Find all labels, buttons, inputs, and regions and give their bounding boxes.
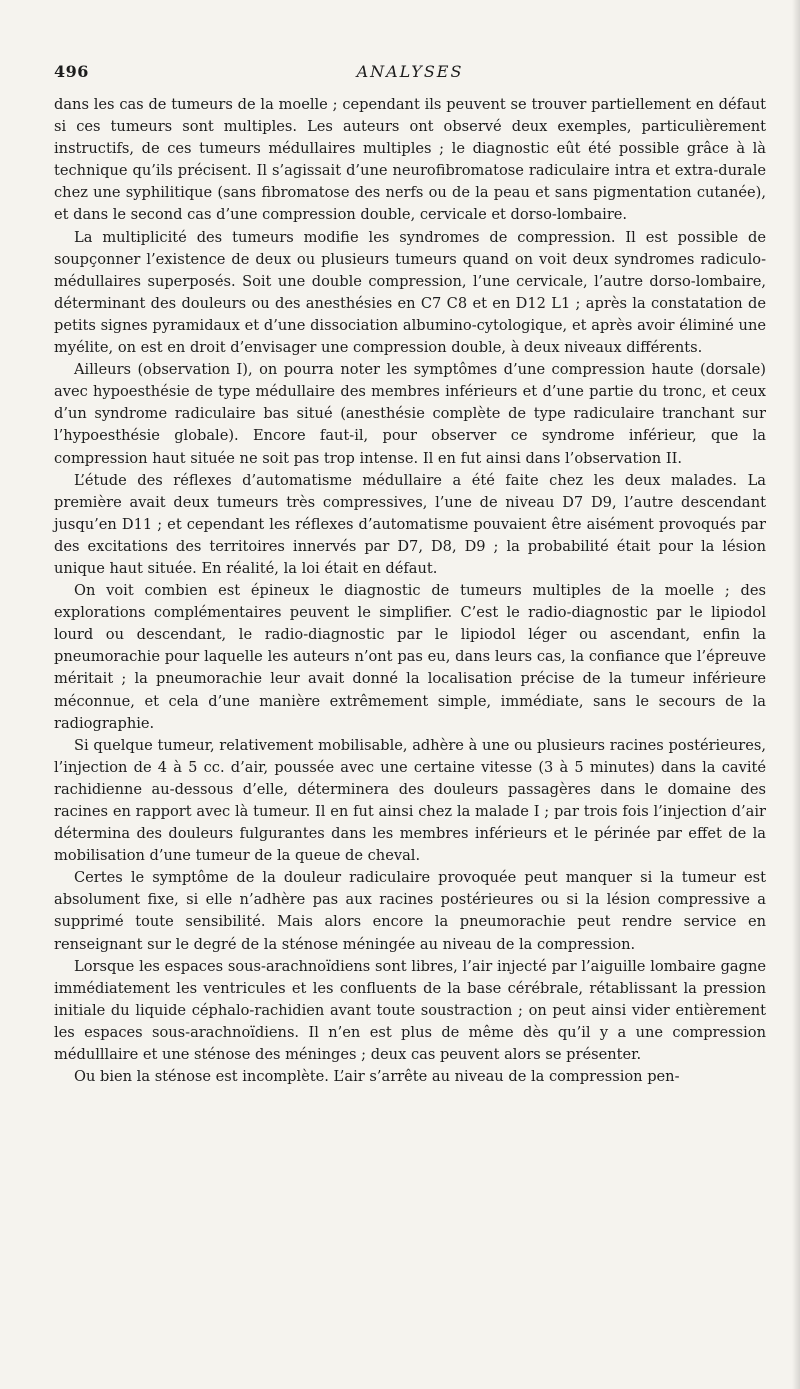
paragraph-8: Lorsque les espaces sous-arachnoïdiens sont libres, l’air injecté par l’aiguille lombaire gagne immédiatement les ventricules et les confluents de la base cérébrale, rétablissant la pression initiale du liquide céphalo-rachidien avant toute soustraction ; on peut ainsi vider entièrement les espaces sous-arachnoïdiens. Il n’en est plus de même dès qu’il y a une compression médulllaire et une sténose des méninges ; deux cas peuvent alors se présenter. <box>54 957 766 1064</box>
page-edge-shadow <box>792 0 800 1389</box>
paragraph-6: Si quelque tumeur, relativement mobilisable, adhère à une ou plusieurs racines postérieures, l’injection de 4 à 5 cc. d’air, poussée avec une certaine vitesse (3 à 5 minutes) dans la cavité rachidienne au-dessous d’elle, déterminera des douleurs passagères dans le domaine des racines en rapport avec là tumeur. Il en fut ainsi chez la malade I ; par trois fois l’injection d’air détermina des douleurs fulgurantes dans les membres inférieurs et le périnée par effet de la mobilisation d’une tumeur de la queue de cheval. <box>54 736 766 865</box>
paragraph-5: On voit combien est épineux le diagnostic de tumeurs multiples de la moelle ; des explorations complémentaires peuvent le simplifier. C’est le radio-diagnostic par le lipiodol lourd ou descendant, le radio-diagnostic par le lipiodol léger ou ascendant, enfin la pneumorachie pour laquelle les auteurs n’ont pas eu, dans leurs cas, la confiance que l’épreuve méritait ; la pneumorachie leur avait donné la localisation précise de la tumeur inférieure méconnue, et cela d’une manière extrêmement simple, immédiate, sans le secours de la radiographie. <box>54 582 766 732</box>
body-text <box>54 94 766 1088</box>
running-head: ANALYSES <box>356 62 464 81</box>
paragraph-2: La multiplicité des tumeurs modifie les syndromes de compression. Il est possible de soupçonner l’existence de deux ou plusieurs tumeurs quand on voit deux syndromes radiculo-médullaires superposés. Soit une double compression, l’une cervicale, l’autre dorso-lombaire, déterminant des douleurs ou des anesthésies en C7 C8 et en D12 L1 ; après la constatation de petits signes pyramidaux et d’une dissociation albumino-cytologique, et après avoir éliminé une myélite, on est en droit d’envisager une compression double, à deux niveaux différents. <box>54 228 766 357</box>
paragraph-4: L’étude des réflexes d’automatisme médullaire a été faite chez les deux malades. La première avait deux tumeurs très compressives, l’une de niveau D7 D9, l’autre descendant jusqu’en D11 ; et cependant les réflexes d’automatisme pouvaient être aisément provoqués par des excitations des territoires innervés par D7, D8, D9 ; la probabilité était pour la lésion unique haut située. En réalité, la loi était en défaut. <box>54 471 766 577</box>
paragraph-1: dans les cas de tumeurs de la moelle ; cependant ils peuvent se trouver partiellement en défaut si ces tumeurs sont multiples. Les auteurs ont observé deux exemples, particulièrement instructifs, de ces tumeurs médullaires multiples ; le diagnostic eût été possible grâce à là technique qu’ils précisent. Il s’agissait d’une neurofibromatose radiculaire intra et extra-durale chez une syphilitique (sans fibromatose des nerfs ou de la peau et sans pigmentation cutanée), et dans le second cas d’une compression double, cervicale et dorso-lombaire. <box>54 96 766 224</box>
paragraph-9: Ou bien la sténose est incomplète. L’air s’arrête au niveau de la compression pen- <box>74 1068 680 1086</box>
paragraph-7: Certes le symptôme de la douleur radiculaire provoquée peut manquer si la tumeur est absolument fixe, si elle n’adhère pas aux racines postérieures ou si la lésion compressive a supprimé toute sensibilité. Mais alors encore la pneumorachie peut rendre service en renseignant sur le degré de la sténose méningée au niveau de la compression. <box>54 869 766 953</box>
page-header <box>54 62 766 88</box>
document-page <box>54 62 766 1088</box>
page-number: 496 <box>54 62 89 81</box>
paragraph-3: Ailleurs (observation I), on pourra noter les symptômes d’une compression haute (dorsale) avec hypoesthésie de type médullaire des membres inférieurs et d’une partie du tronc, et ceux d’un syndrome radiculaire bas situé (anesthésie complète de type radiculaire tranchant sur l’hypoesthésie globale). Encore faut-il, pour observer ce syndrome inférieur, que la compression haut située ne soit pas trop intense. Il en fut ainsi dans l’observation II. <box>54 361 766 467</box>
